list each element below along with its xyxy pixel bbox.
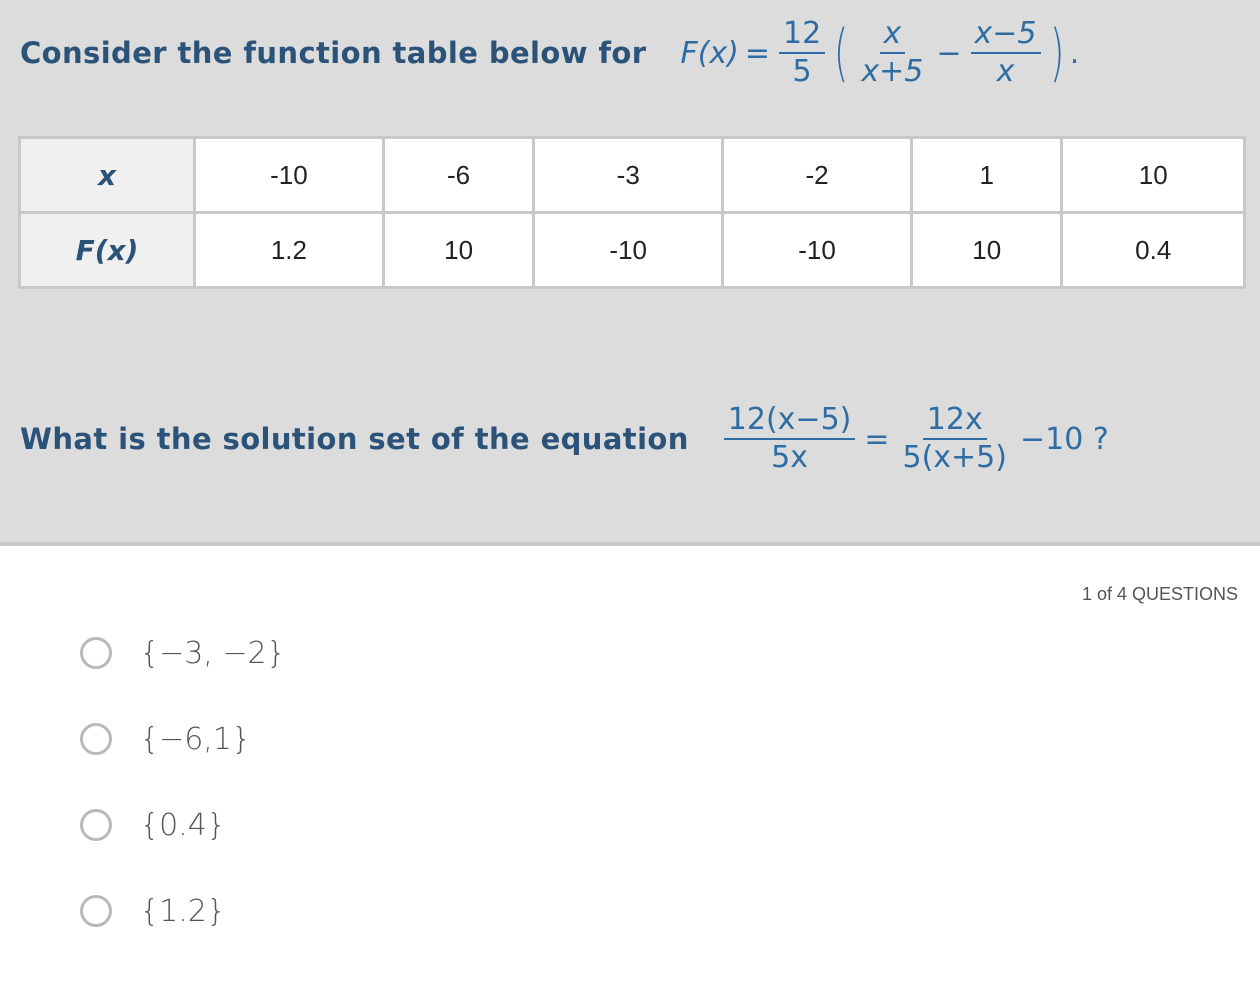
term2-fraction	[971, 16, 1041, 89]
table-row-fx	[20, 213, 1245, 288]
function-lhs: F(x)	[680, 35, 739, 71]
equals-sign: =	[744, 35, 770, 71]
choice-label: {−3, −2}	[140, 635, 286, 671]
row-header-x: x	[20, 138, 195, 213]
table-row-x	[20, 138, 1245, 213]
coef-numerator: 12	[779, 19, 825, 54]
choice-a[interactable]	[80, 610, 286, 696]
radio-button[interactable]	[80, 637, 112, 669]
close-paren: )	[1049, 16, 1064, 89]
lhs-fraction	[724, 402, 856, 475]
minus-sign: −	[936, 35, 962, 71]
table-cell: -10	[534, 213, 723, 288]
choice-label: {1.2}	[140, 893, 226, 929]
choice-c[interactable]	[80, 782, 286, 868]
term2-numerator: x−5	[971, 19, 1041, 54]
coefficient-fraction	[779, 16, 825, 89]
function-table	[18, 136, 1246, 289]
rhs-denominator: 5(x+5)	[902, 440, 1007, 475]
radio-button[interactable]	[80, 895, 112, 927]
period: .	[1069, 35, 1080, 71]
table-cell: 1	[911, 138, 1061, 213]
table-cell: -10	[195, 138, 384, 213]
coef-denominator: 5	[792, 54, 812, 89]
choice-d[interactable]	[80, 868, 286, 954]
row-header-fx: F(x)	[20, 213, 195, 288]
intro-line	[20, 8, 1079, 98]
term1-denominator: x+5	[861, 54, 924, 89]
lhs-denominator: 5x	[771, 440, 808, 475]
radio-button[interactable]	[80, 809, 112, 841]
table-cell: -10	[723, 213, 912, 288]
equation-tail: −10 ?	[1019, 421, 1109, 457]
table-cell: -2	[723, 138, 912, 213]
table-cell: 1.2	[195, 213, 384, 288]
choice-label: {0.4}	[140, 807, 226, 843]
equals-sign: =	[864, 421, 890, 457]
open-paren: (	[834, 16, 849, 89]
choice-b[interactable]	[80, 696, 286, 782]
rhs-numerator: 12x	[923, 405, 987, 440]
table-cell: -6	[383, 138, 533, 213]
function-definition	[680, 16, 1080, 89]
intro-text: Consider the function table below for	[20, 36, 647, 70]
radio-button[interactable]	[80, 723, 112, 755]
term2-denominator: x	[996, 54, 1015, 89]
prompt-text: What is the solution set of the equation	[20, 422, 689, 456]
table-cell: 10	[911, 213, 1061, 288]
rhs-fraction	[899, 402, 1011, 475]
lhs-numerator: 12(x−5)	[724, 405, 856, 440]
equation-line	[20, 384, 1109, 494]
question-counter: 1 of 4 QUESTIONS	[1081, 584, 1238, 604]
table-cell: 0.4	[1062, 213, 1245, 288]
term1-numerator: x	[880, 19, 906, 54]
choice-label: {−6,1}	[140, 721, 252, 757]
term1-fraction	[857, 16, 927, 89]
answer-choices	[80, 610, 286, 954]
table-cell: 10	[1062, 138, 1245, 213]
equation	[721, 402, 1109, 475]
table-cell: -3	[534, 138, 723, 213]
table-cell: 10	[383, 213, 533, 288]
